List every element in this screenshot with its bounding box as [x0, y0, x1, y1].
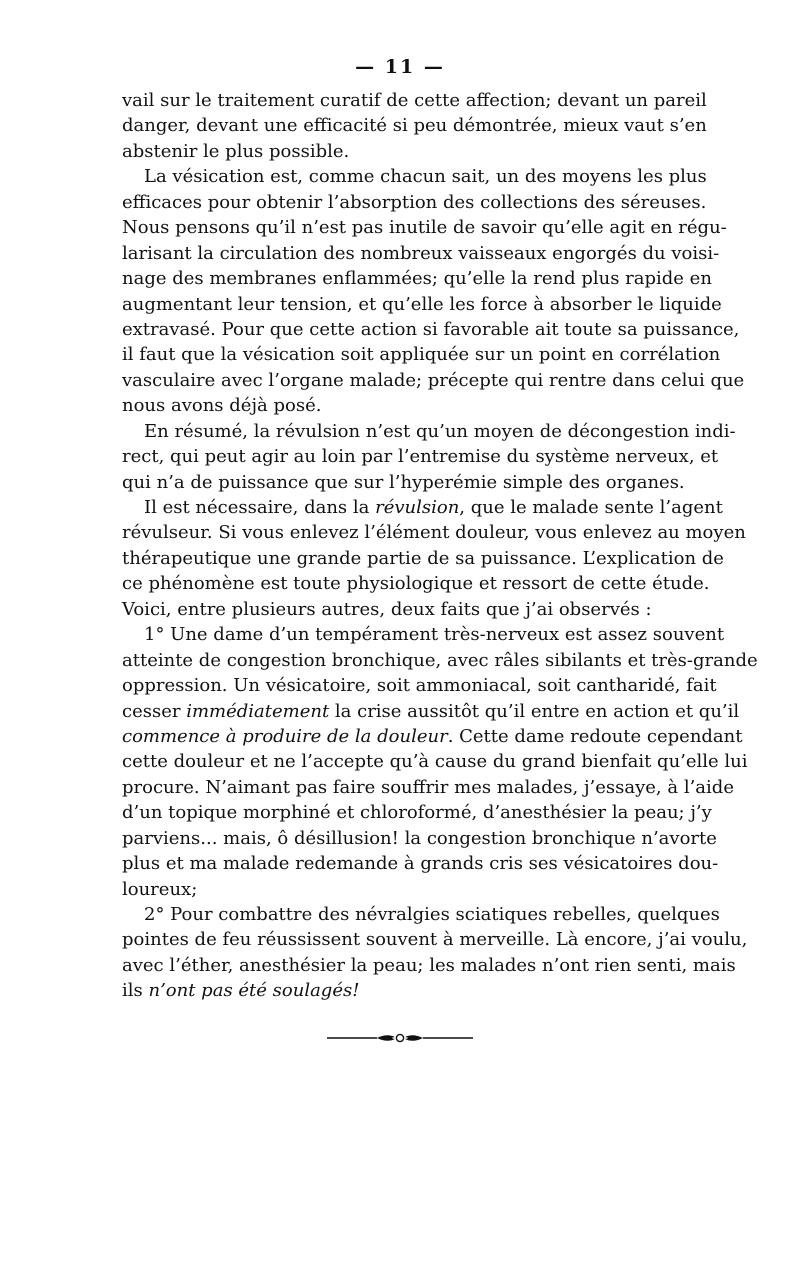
text-line: [122, 190, 707, 215]
text-line: [122, 826, 717, 851]
text-line: [122, 978, 675, 1003]
text-line: [122, 470, 685, 495]
text-line: [122, 546, 724, 571]
text-run: d’un topique morphiné et chloroformé, d’anesthésier la peau; j’y: [122, 802, 712, 824]
text-run: augmentant leur tension, et qu’elle les force à absorber le liquide: [122, 293, 722, 315]
fleuron-rule-icon: [325, 1029, 475, 1047]
text-line: [122, 877, 675, 902]
text-run: procure. N’aimant pas faire souffrir mes malades, j’essaye, à l’aide: [122, 776, 734, 798]
text-line: [122, 699, 740, 724]
text-run: oppression. Un vésicatoire, soit ammoniacal, soit cantharidé, fait: [122, 675, 717, 697]
text-run: 1° Une dame d’un tempérament très-nerveux est assez souvent: [144, 624, 725, 646]
text-run: extravasé. Pour que cette action si favorable ait toute sa puissance,: [122, 318, 740, 340]
italic-text: immédiatement: [186, 700, 330, 722]
text-line: [122, 419, 736, 444]
italic-text: révulsion: [375, 497, 460, 518]
text-run: rect, qui peut agir au loin par l’entremise du système nerveux, et: [122, 446, 719, 468]
text-run: efficaces pour obtenir l’absorption des collections des séreuses.: [122, 191, 707, 213]
text-run: larisant la circulation des nombreux vaisseaux engorgés du voisi-: [122, 242, 720, 264]
text-run: loureux;: [122, 878, 198, 900]
text-line: [122, 139, 675, 164]
text-line: [122, 292, 722, 317]
text-line: [122, 164, 707, 189]
text-run: thérapeutique une grande partie de sa puissance. L’explication de: [122, 547, 724, 569]
text-run: . Cette dame redoute cependant: [447, 725, 743, 747]
text-line: [122, 88, 707, 113]
text-line: [122, 317, 740, 342]
text-run: la crise aussitôt qu’il entre en action et qu’il: [329, 700, 740, 722]
text-line: [122, 393, 675, 418]
text-run: ils: [122, 980, 149, 1002]
text-run: avec l’éther, anesthésier la peau; les malades n’ont rien senti, mais: [122, 954, 736, 976]
page-number: — 11 —: [355, 56, 445, 78]
text-run: pointes de feu réussissent souvent à merveille. Là encore, j’ai voulu,: [122, 929, 748, 951]
text-run: nous avons déjà posé.: [122, 395, 322, 417]
text-run: cette douleur et ne l’accepte qu’à cause du grand bienfait qu’elle lui: [122, 751, 748, 773]
text-line: [122, 113, 707, 138]
text-line: [122, 927, 748, 952]
text-run: abstenir le plus possible.: [122, 140, 350, 162]
text-run: révulseur. Si vous enlevez l’élément douleur, vous enlevez au moyen: [122, 522, 746, 544]
text-line: [122, 749, 748, 774]
italic-text: n’ont pas été soulagés!: [148, 980, 360, 1002]
text-line: [122, 571, 710, 596]
text-line: [122, 622, 725, 647]
text-line: [122, 215, 727, 240]
text-run: 2° Pour combattre des névralgies sciatiques rebelles, quelques: [144, 904, 720, 925]
text-run: Voici, entre plusieurs autres, deux faits que j’ai observés :: [122, 598, 652, 620]
text-line: [122, 241, 720, 266]
italic-text: commence à produire de la douleur: [122, 725, 448, 747]
text-line: [122, 800, 712, 825]
text-line: [122, 648, 758, 673]
text-line: [122, 495, 723, 520]
text-line: [122, 673, 717, 698]
text-line: [122, 851, 719, 876]
text-run: nage des membranes enflammées; qu’elle la rend plus rapide en: [122, 268, 712, 290]
text-run: Il est nécessaire, dans la: [144, 497, 376, 518]
text-line: [122, 775, 734, 800]
text-line: [122, 342, 721, 367]
text-run: ce phénomène est toute physiologique et ressort de cette étude.: [122, 573, 710, 595]
text-run: parviens... mais, ô désillusion! la congestion bronchique n’avorte: [122, 827, 717, 849]
text-run: vasculaire avec l’organe malade; précepte qui rentre dans celui que: [122, 369, 745, 391]
text-run: , que le malade sente l’agent: [459, 497, 723, 518]
text-line: [122, 520, 746, 545]
text-run: il faut que la vésication soit appliquée sur un point en corrélation: [122, 344, 721, 366]
body-text: [122, 88, 758, 1004]
text-run: qui n’a de puissance que sur l’hyperémie simple des organes.: [122, 471, 685, 493]
text-line: [122, 724, 743, 749]
text-run: Nous pensons qu’il n’est pas inutile de savoir qu’elle agit en régu-: [122, 217, 727, 239]
text-run: plus et ma malade redemande à grands cris ses vésicatoires dou-: [122, 853, 719, 875]
text-line: [122, 266, 712, 291]
text-run: danger, devant une efficacité si peu démontrée, mieux vaut s’en: [122, 115, 707, 137]
text-run: En résumé, la révulsion n’est qu’un moyen de décongestion indi-: [144, 420, 736, 442]
text-run: cesser: [122, 700, 187, 722]
text-run: La vésication est, comme chacun sait, un des moyens les plus: [144, 166, 707, 188]
text-line: [122, 953, 736, 978]
text-line: [122, 368, 745, 393]
text-line: [122, 902, 720, 927]
text-line: [122, 597, 675, 622]
text-line: [122, 444, 719, 469]
text-run: vail sur le traitement curatif de cette affection; devant un pareil: [122, 90, 707, 111]
text-run: atteinte de congestion bronchique, avec râles sibilants et très-grande: [122, 649, 758, 671]
